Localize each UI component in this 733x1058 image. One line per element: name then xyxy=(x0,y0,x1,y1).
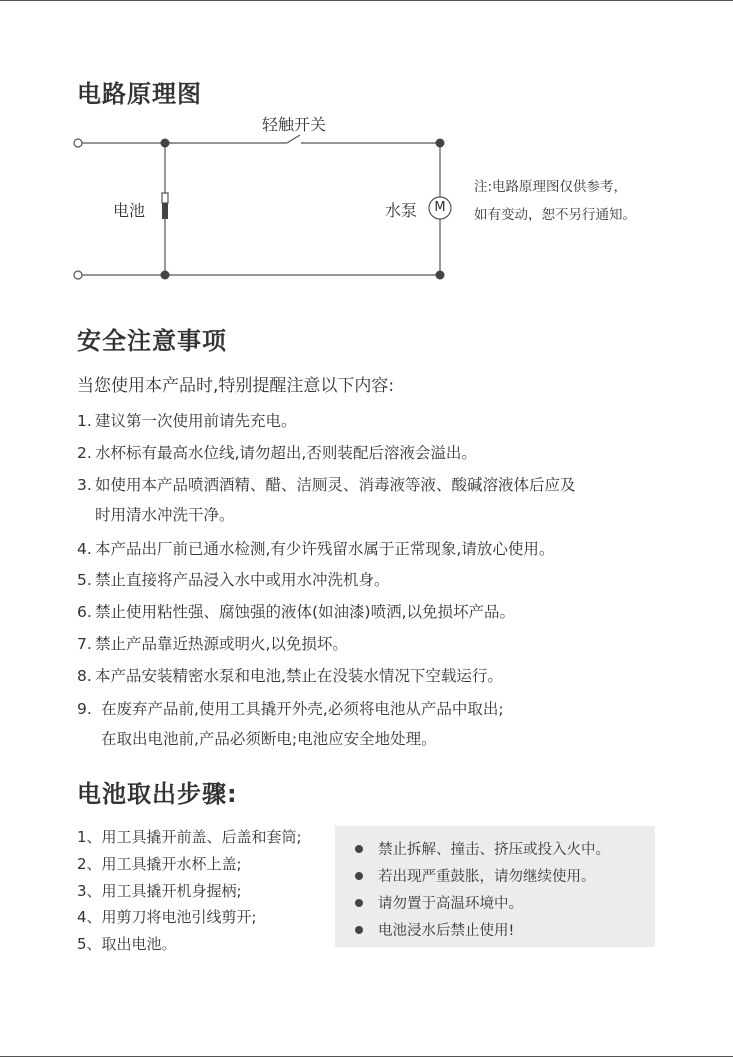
switch-label: 轻触开关 xyxy=(262,115,327,134)
safety-item-3-continuation: 时用清水冲洗干净。 xyxy=(95,506,235,524)
safety-item-number: 3. xyxy=(77,476,92,494)
safety-item-text: 在废弃产品前,使用工具撬开外壳,必须将电池从产品中取出; xyxy=(101,700,504,718)
removal-step-1: 1、用工具撬开前盖、后盖和套筒; xyxy=(77,828,302,846)
motor-letter: M xyxy=(434,200,446,215)
node-top-left xyxy=(161,139,170,148)
safety-item-6 xyxy=(77,600,515,622)
safety-item-number: 6. xyxy=(77,603,92,621)
removal-step-4: 4、用剪刀将电池引线剪开; xyxy=(77,908,257,926)
safety-item-9 xyxy=(77,697,504,719)
node-bottom-left xyxy=(161,271,170,280)
safety-item-number: 9. xyxy=(77,700,92,718)
safety-item-number: 7. xyxy=(77,635,92,653)
warning-text: 禁止拆解、撞击、挤压或投入火中。 xyxy=(378,842,610,858)
safety-item-4 xyxy=(77,537,554,559)
node-top-right xyxy=(436,139,445,148)
bullet-dot-icon xyxy=(355,872,363,880)
safety-item-text: 禁止使用粘性强、腐蚀强的液体(如油漆)喷洒,以免损坏产品。 xyxy=(95,603,516,621)
safety-item-text: 如使用本产品喷洒酒精、醋、洁厕灵、消毒液等液、酸碱溶液体后应及 xyxy=(95,476,576,494)
terminal-top xyxy=(74,139,82,147)
safety-intro: 当您使用本产品时,特别提醒注意以下内容: xyxy=(77,376,395,396)
safety-item-number: 4. xyxy=(77,540,92,558)
battery-symbol-top xyxy=(162,193,168,203)
warning-text: 若出现严重鼓胀，请勿继续使用。 xyxy=(378,869,596,885)
bottom-rule xyxy=(0,1056,733,1057)
safety-item-text: 禁止直接将产品浸入水中或用水冲洗机身。 xyxy=(95,571,390,589)
battery-warning-box xyxy=(335,826,655,947)
circuit-diagram xyxy=(0,0,733,300)
warning-text: 电池浸水后禁止使用! xyxy=(378,923,515,939)
safety-item-text: 禁止产品靠近热源或明火,以免损坏。 xyxy=(95,635,348,653)
removal-step-3: 3、用工具撬开机身握柄; xyxy=(77,882,242,900)
safety-item-text: 本产品出厂前已通水检测,有少许残留水属于正常现象,请放心使用。 xyxy=(95,540,555,558)
battery-symbol-body xyxy=(162,203,168,219)
safety-item-7 xyxy=(77,632,348,654)
safety-item-number: 2. xyxy=(77,444,92,462)
safety-item-9-continuation: 在取出电池前,产品必须断电;电池应安全地处理。 xyxy=(101,730,437,748)
terminal-bottom xyxy=(74,271,82,279)
safety-item-5 xyxy=(77,568,390,590)
bullet-dot-icon xyxy=(355,845,363,853)
safety-item-number: 5. xyxy=(77,571,92,589)
safety-item-3 xyxy=(77,473,576,495)
warning-text: 请勿置于高温环境中。 xyxy=(378,896,523,912)
warning-item-1 xyxy=(355,838,610,859)
removal-step-5: 5、取出电池。 xyxy=(77,935,177,953)
safety-item-number: 8. xyxy=(77,667,92,685)
warning-item-4 xyxy=(355,919,514,940)
circuit-note-line-1: 注:电路原理图仅供参考， xyxy=(474,179,628,195)
warning-item-3 xyxy=(355,892,523,913)
removal-step-2: 2、用工具撬开水杯上盖; xyxy=(77,855,242,873)
safety-item-number: 1. xyxy=(77,412,92,430)
circuit-note-line-2: 如有变动，恕不另行通知。 xyxy=(474,207,636,223)
safety-item-8 xyxy=(77,664,503,686)
circuit-note xyxy=(474,173,636,229)
node-bottom-right xyxy=(436,271,445,280)
battery-label: 电池 xyxy=(113,201,146,220)
bullet-dot-icon xyxy=(355,899,363,907)
bullet-dot-icon xyxy=(355,926,363,934)
battery-removal-heading: 电池取出步骤: xyxy=(77,780,238,808)
safety-heading: 安全注意事项 xyxy=(77,327,227,355)
safety-item-text: 本产品安装精密水泵和电池,禁止在没装水情况下空载运行。 xyxy=(95,667,503,685)
safety-item-text: 建议第一次使用前请先充电。 xyxy=(95,412,297,430)
switch-lever xyxy=(287,135,300,143)
safety-item-text: 水杯标有最高水位线,请勿超出,否则装配后溶液会溢出。 xyxy=(95,444,477,462)
safety-item-2 xyxy=(77,441,477,463)
pump-label: 水泵 xyxy=(385,201,418,220)
circuit-heading: 电路原理图 xyxy=(77,80,202,108)
warning-item-2 xyxy=(355,865,596,886)
safety-item-1 xyxy=(77,409,297,431)
